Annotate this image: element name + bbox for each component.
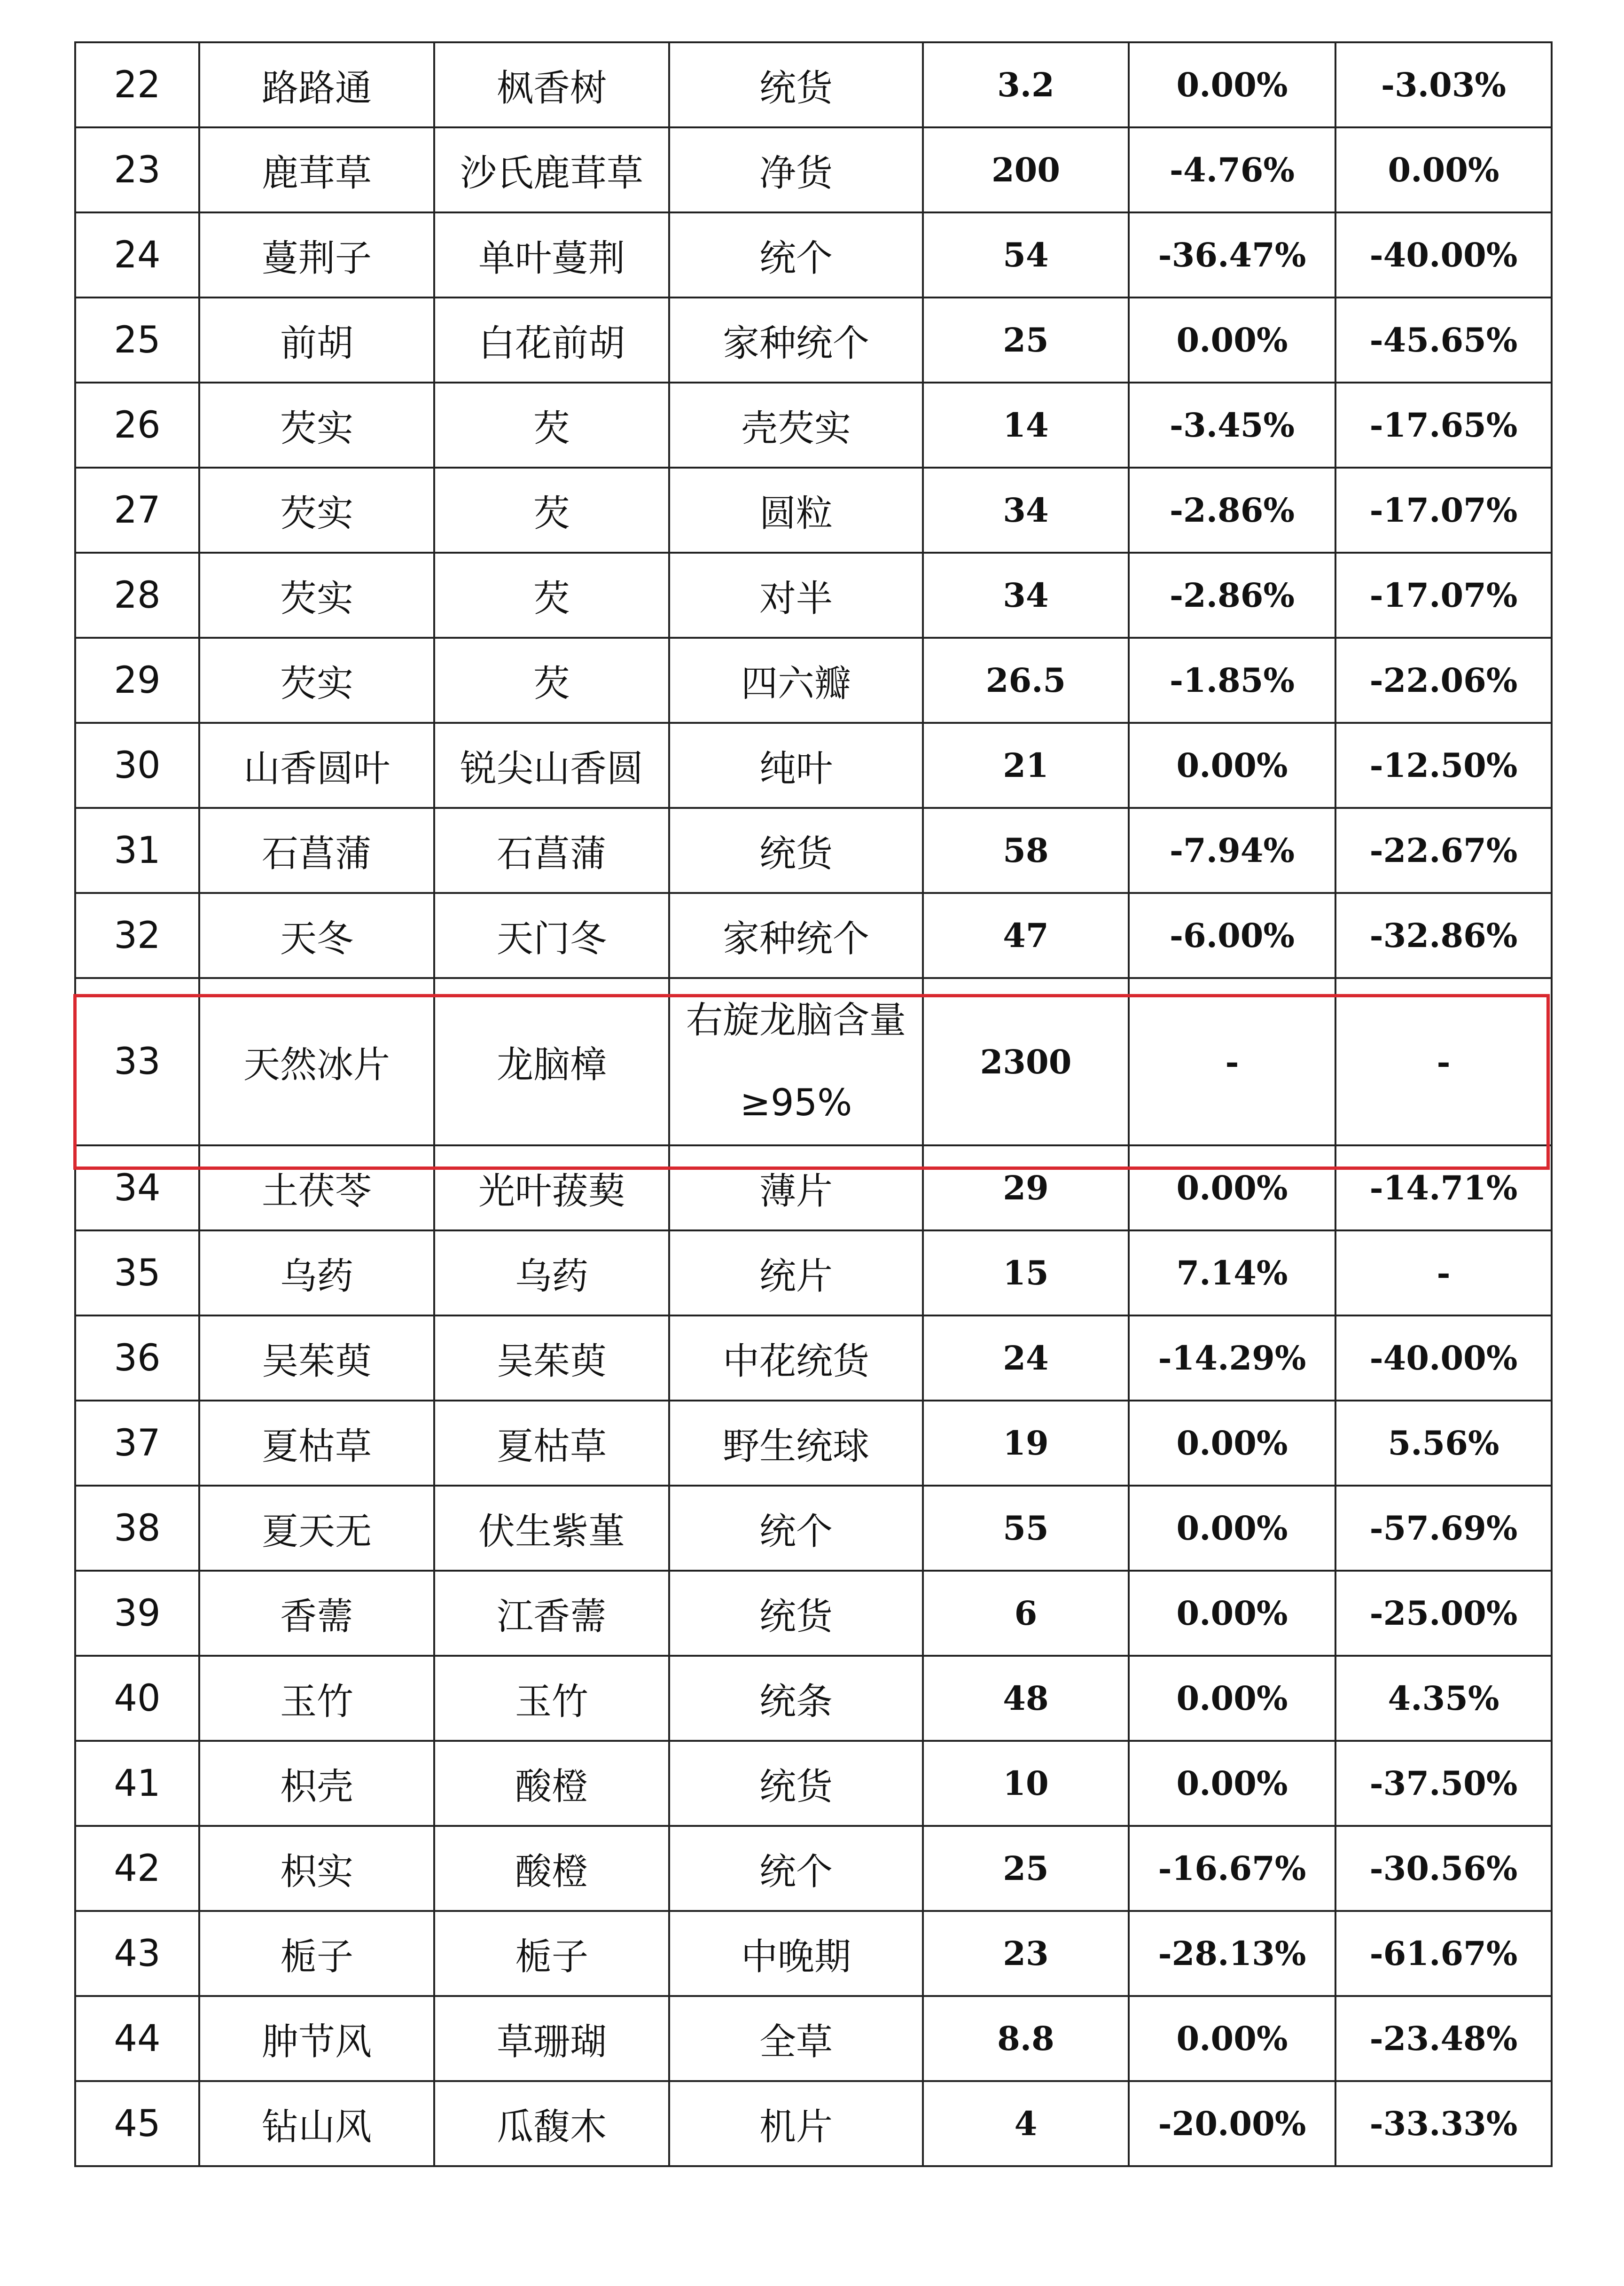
cell-index: 44: [75, 1996, 199, 2081]
table-row: [75, 638, 1552, 723]
cell-change-short: 0.00%: [1129, 723, 1335, 808]
cell-change-long: -14.71%: [1335, 1145, 1552, 1230]
cell-specification: 中晚期: [669, 1911, 923, 1996]
cell-change-long: -12.50%: [1335, 723, 1552, 808]
cell-change-short: -16.67%: [1129, 1826, 1335, 1911]
cell-source-plant: 天门冬: [434, 893, 669, 978]
cell-source-plant: 夏枯草: [434, 1401, 669, 1486]
cell-change-long: -40.00%: [1335, 1315, 1552, 1401]
table-row: [75, 893, 1552, 978]
cell-herb-name: 芡实: [199, 383, 434, 468]
cell-change-long: -37.50%: [1335, 1741, 1552, 1826]
cell-index: 25: [75, 297, 199, 383]
cell-change-long: -33.33%: [1335, 2081, 1552, 2166]
cell-specification: 净货: [669, 127, 923, 212]
cell-source-plant: 白花前胡: [434, 297, 669, 383]
cell-herb-name: 前胡: [199, 297, 434, 383]
cell-change-short: -: [1129, 978, 1335, 1145]
cell-price: 10: [923, 1741, 1129, 1826]
cell-index: 39: [75, 1571, 199, 1656]
cell-index: 33: [75, 978, 199, 1145]
cell-source-plant: 芡: [434, 553, 669, 638]
cell-price: 14: [923, 383, 1129, 468]
table-row: [75, 1741, 1552, 1826]
cell-price: 26.5: [923, 638, 1129, 723]
cell-change-long: -17.07%: [1335, 468, 1552, 553]
cell-source-plant: 芡: [434, 638, 669, 723]
cell-specification: 家种统个: [669, 297, 923, 383]
table-row: [75, 1826, 1552, 1911]
table-body: [75, 42, 1552, 2166]
cell-change-long: -57.69%: [1335, 1486, 1552, 1571]
cell-price: 47: [923, 893, 1129, 978]
cell-change-short: -36.47%: [1129, 212, 1335, 297]
cell-price: 54: [923, 212, 1129, 297]
cell-index: 31: [75, 808, 199, 893]
cell-source-plant: 草珊瑚: [434, 1996, 669, 2081]
cell-source-plant: 枫香树: [434, 42, 669, 127]
cell-index: 27: [75, 468, 199, 553]
cell-herb-name: 芡实: [199, 468, 434, 553]
table-row: [75, 1315, 1552, 1401]
cell-herb-name: 玉竹: [199, 1656, 434, 1741]
cell-source-plant: 单叶蔓荆: [434, 212, 669, 297]
cell-herb-name: 天冬: [199, 893, 434, 978]
cell-price: 58: [923, 808, 1129, 893]
cell-change-short: 0.00%: [1129, 1741, 1335, 1826]
table-row: [75, 1401, 1552, 1486]
cell-index: 30: [75, 723, 199, 808]
table-row: [75, 2081, 1552, 2166]
cell-change-long: -: [1335, 978, 1552, 1145]
cell-source-plant: 龙脑樟: [434, 978, 669, 1145]
cell-source-plant: 乌药: [434, 1230, 669, 1315]
cell-change-long: -25.00%: [1335, 1571, 1552, 1656]
cell-change-short: 0.00%: [1129, 1571, 1335, 1656]
cell-source-plant: 芡: [434, 383, 669, 468]
cell-specification: 薄片: [669, 1145, 923, 1230]
cell-change-long: -40.00%: [1335, 212, 1552, 297]
cell-price: 3.2: [923, 42, 1129, 127]
cell-price: 23: [923, 1911, 1129, 1996]
cell-specification: 右旋龙脑含量≥95%: [669, 978, 923, 1145]
table-row: [75, 1656, 1552, 1741]
table-row: [75, 553, 1552, 638]
cell-index: 38: [75, 1486, 199, 1571]
cell-change-long: 4.35%: [1335, 1656, 1552, 1741]
cell-price: 24: [923, 1315, 1129, 1401]
table-row: [75, 1145, 1552, 1230]
cell-change-long: -3.03%: [1335, 42, 1552, 127]
cell-change-short: -20.00%: [1129, 2081, 1335, 2166]
cell-price: 55: [923, 1486, 1129, 1571]
cell-change-short: -3.45%: [1129, 383, 1335, 468]
cell-change-long: -32.86%: [1335, 893, 1552, 978]
cell-price: 34: [923, 553, 1129, 638]
cell-price: 34: [923, 468, 1129, 553]
cell-specification: 野生统球: [669, 1401, 923, 1486]
cell-change-long: -17.65%: [1335, 383, 1552, 468]
cell-change-long: -45.65%: [1335, 297, 1552, 383]
cell-change-short: -7.94%: [1129, 808, 1335, 893]
cell-index: 29: [75, 638, 199, 723]
cell-change-long: -22.06%: [1335, 638, 1552, 723]
cell-specification: 家种统个: [669, 893, 923, 978]
cell-index: 37: [75, 1401, 199, 1486]
cell-source-plant: 江香薷: [434, 1571, 669, 1656]
table-row: [75, 1230, 1552, 1315]
cell-specification: 统货: [669, 1741, 923, 1826]
cell-specification: 四六瓣: [669, 638, 923, 723]
cell-specification: 全草: [669, 1996, 923, 2081]
table-row: [75, 1486, 1552, 1571]
cell-price: 25: [923, 1826, 1129, 1911]
cell-herb-name: 枳壳: [199, 1741, 434, 1826]
cell-herb-name: 石菖蒲: [199, 808, 434, 893]
cell-herb-name: 芡实: [199, 553, 434, 638]
cell-specification: 统货: [669, 42, 923, 127]
cell-herb-name: 蔓荆子: [199, 212, 434, 297]
cell-price: 29: [923, 1145, 1129, 1230]
cell-change-short: -2.86%: [1129, 553, 1335, 638]
cell-source-plant: 伏生紫堇: [434, 1486, 669, 1571]
cell-change-short: -2.86%: [1129, 468, 1335, 553]
table-row: [75, 297, 1552, 383]
cell-index: 41: [75, 1741, 199, 1826]
cell-specification: 统条: [669, 1656, 923, 1741]
cell-change-short: -6.00%: [1129, 893, 1335, 978]
cell-change-short: 0.00%: [1129, 297, 1335, 383]
cell-price: 25: [923, 297, 1129, 383]
cell-source-plant: 瓜馥木: [434, 2081, 669, 2166]
cell-herb-name: 芡实: [199, 638, 434, 723]
cell-herb-name: 钻山风: [199, 2081, 434, 2166]
cell-specification: 统片: [669, 1230, 923, 1315]
cell-change-short: 0.00%: [1129, 1656, 1335, 1741]
cell-index: 32: [75, 893, 199, 978]
table-row: [75, 1996, 1552, 2081]
cell-index: 45: [75, 2081, 199, 2166]
cell-change-short: 0.00%: [1129, 1401, 1335, 1486]
cell-change-long: -23.48%: [1335, 1996, 1552, 2081]
cell-source-plant: 酸橙: [434, 1826, 669, 1911]
cell-index: 26: [75, 383, 199, 468]
cell-price: 4: [923, 2081, 1129, 2166]
cell-source-plant: 石菖蒲: [434, 808, 669, 893]
cell-price: 48: [923, 1656, 1129, 1741]
cell-change-long: -30.56%: [1335, 1826, 1552, 1911]
herb-price-table: [74, 41, 1553, 2167]
table-row: [75, 808, 1552, 893]
cell-herb-name: 乌药: [199, 1230, 434, 1315]
cell-price: 19: [923, 1401, 1129, 1486]
cell-change-short: -1.85%: [1129, 638, 1335, 723]
cell-change-long: -61.67%: [1335, 1911, 1552, 1996]
cell-source-plant: 光叶菝葜: [434, 1145, 669, 1230]
cell-herb-name: 山香圆叶: [199, 723, 434, 808]
cell-herb-name: 天然冰片: [199, 978, 434, 1145]
cell-index: 43: [75, 1911, 199, 1996]
cell-price: 6: [923, 1571, 1129, 1656]
cell-specification: 统个: [669, 212, 923, 297]
cell-price: 8.8: [923, 1996, 1129, 2081]
cell-source-plant: 沙氏鹿茸草: [434, 127, 669, 212]
cell-specification: 统货: [669, 808, 923, 893]
cell-source-plant: 锐尖山香圆: [434, 723, 669, 808]
cell-index: 23: [75, 127, 199, 212]
cell-price: 15: [923, 1230, 1129, 1315]
cell-index: 36: [75, 1315, 199, 1401]
cell-specification: 圆粒: [669, 468, 923, 553]
cell-specification: 统货: [669, 1571, 923, 1656]
cell-change-long: 0.00%: [1335, 127, 1552, 212]
cell-change-long: 5.56%: [1335, 1401, 1552, 1486]
cell-price: 200: [923, 127, 1129, 212]
cell-index: 40: [75, 1656, 199, 1741]
cell-herb-name: 肿节风: [199, 1996, 434, 2081]
cell-change-short: 0.00%: [1129, 42, 1335, 127]
cell-source-plant: 吴茱萸: [434, 1315, 669, 1401]
cell-source-plant: 栀子: [434, 1911, 669, 1996]
cell-change-short: 7.14%: [1129, 1230, 1335, 1315]
cell-price: 2300: [923, 978, 1129, 1145]
cell-specification: 纯叶: [669, 723, 923, 808]
table-row: [75, 468, 1552, 553]
cell-source-plant: 酸橙: [434, 1741, 669, 1826]
table-row: [75, 978, 1552, 1145]
cell-specification: 统个: [669, 1486, 923, 1571]
table-row: [75, 723, 1552, 808]
cell-specification: 对半: [669, 553, 923, 638]
cell-change-long: -22.67%: [1335, 808, 1552, 893]
cell-index: 24: [75, 212, 199, 297]
cell-herb-name: 夏枯草: [199, 1401, 434, 1486]
cell-herb-name: 栀子: [199, 1911, 434, 1996]
cell-index: 28: [75, 553, 199, 638]
cell-change-short: 0.00%: [1129, 1996, 1335, 2081]
table-row: [75, 42, 1552, 127]
cell-change-short: 0.00%: [1129, 1486, 1335, 1571]
cell-herb-name: 香薷: [199, 1571, 434, 1656]
cell-specification: 机片: [669, 2081, 923, 2166]
cell-index: 22: [75, 42, 199, 127]
cell-change-short: -28.13%: [1129, 1911, 1335, 1996]
table-row: [75, 383, 1552, 468]
cell-specification: 中花统货: [669, 1315, 923, 1401]
cell-herb-name: 土茯苓: [199, 1145, 434, 1230]
cell-source-plant: 芡: [434, 468, 669, 553]
cell-herb-name: 枳实: [199, 1826, 434, 1911]
cell-specification: 统个: [669, 1826, 923, 1911]
cell-source-plant: 玉竹: [434, 1656, 669, 1741]
table-row: [75, 1911, 1552, 1996]
cell-change-long: -17.07%: [1335, 553, 1552, 638]
cell-herb-name: 路路通: [199, 42, 434, 127]
cell-change-short: 0.00%: [1129, 1145, 1335, 1230]
table-row: [75, 127, 1552, 212]
cell-index: 34: [75, 1145, 199, 1230]
table-row: [75, 1571, 1552, 1656]
cell-change-long: -: [1335, 1230, 1552, 1315]
cell-herb-name: 夏天无: [199, 1486, 434, 1571]
cell-index: 42: [75, 1826, 199, 1911]
cell-index: 35: [75, 1230, 199, 1315]
cell-price: 21: [923, 723, 1129, 808]
cell-herb-name: 吴茱萸: [199, 1315, 434, 1401]
cell-specification: 壳芡实: [669, 383, 923, 468]
cell-change-short: -4.76%: [1129, 127, 1335, 212]
cell-herb-name: 鹿茸草: [199, 127, 434, 212]
cell-change-short: -14.29%: [1129, 1315, 1335, 1401]
table-row: [75, 212, 1552, 297]
